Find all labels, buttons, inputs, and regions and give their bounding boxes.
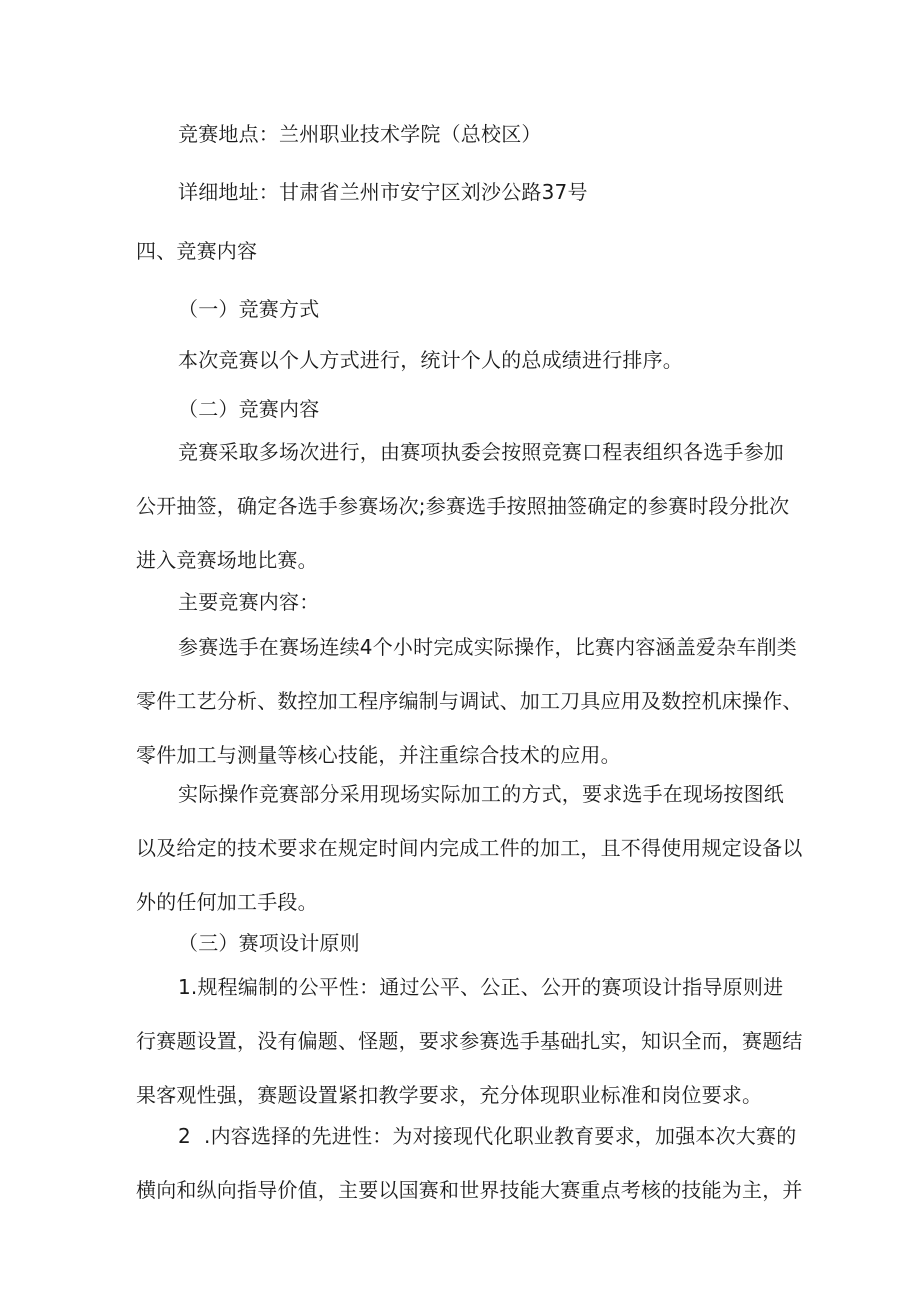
paragraph-line: 零件工艺分析、数控加工程序编制与调试、加工刀具应用及数控机床操作、 <box>136 689 803 713</box>
paragraph-line: 公开抽签，确定各选手参赛场次;参赛选手按照抽签确定的参赛时段分批次 <box>136 494 790 518</box>
principle-1-paragraph <box>136 960 803 1122</box>
paragraph-line: 进入竞赛场地比赛。 <box>136 548 318 572</box>
method-text: 本次竞赛以个人方式进行，统计个人的总成绩进行排序。 <box>178 348 683 372</box>
paragraph-line: 2 .内容选择的先进性：为对接现代化职业教育要求，加强本次大赛的 <box>178 1124 797 1148</box>
main-content-label: 主要竞赛内容： <box>178 590 320 614</box>
paragraph-line: 零件加工与测量等核心技能，并注重综合技术的应用。 <box>136 743 621 767</box>
paragraph-line: 果客观性强，赛题设置紧扣教学要求，充分体现职业标准和岗位要求。 <box>136 1083 763 1107</box>
subsection-heading-principles: （三）赛项设计原则 <box>178 931 360 955</box>
paragraph-line: 参赛选手在赛场连续4个小时完成实际操作，比赛内容涵盖爱杂车削类 <box>178 635 797 659</box>
subsection-heading-content: （二）竞赛内容 <box>178 397 320 421</box>
principle-2-paragraph <box>136 1109 803 1217</box>
content-paragraph-1 <box>136 425 789 587</box>
paragraph-line: 行赛题设置，没有偏题、怪题，要求参赛选手基础扎实，知识全而，赛题结 <box>136 1029 803 1053</box>
section-heading-content: 四、竞赛内容 <box>136 239 258 263</box>
content-paragraph-2 <box>136 620 803 782</box>
paragraph-line: 1.规程编制的公平性：通过公平、公正、公开的赛项设计指导原则进 <box>178 975 784 999</box>
address-line: 详细地址：甘肃省兰州市安宁区刘沙公路37号 <box>178 180 588 204</box>
venue-line: 竞赛地点：兰州职业技术学院（总校区） <box>178 122 542 146</box>
paragraph-line: 竞赛采取多场次进行，由赛项执委会按照竞赛口程表组织各选手参加 <box>178 440 784 464</box>
paragraph-line: 外的任何加工手段。 <box>136 890 318 914</box>
content-paragraph-3 <box>136 767 803 929</box>
paragraph-line: 以及给定的技术要求在规定时间内完成工件的加工，且不得使用规定设备以 <box>136 836 803 860</box>
paragraph-line: 横向和纵向指导价值，主要以国赛和世界技能大赛重点考核的技能为主，并 <box>136 1178 803 1202</box>
subsection-heading-method: （一）竞赛方式 <box>178 297 320 321</box>
paragraph-line: 实际操作竞赛部分采用现场实际加工的方式，要求选手在现场按图纸 <box>178 782 784 806</box>
